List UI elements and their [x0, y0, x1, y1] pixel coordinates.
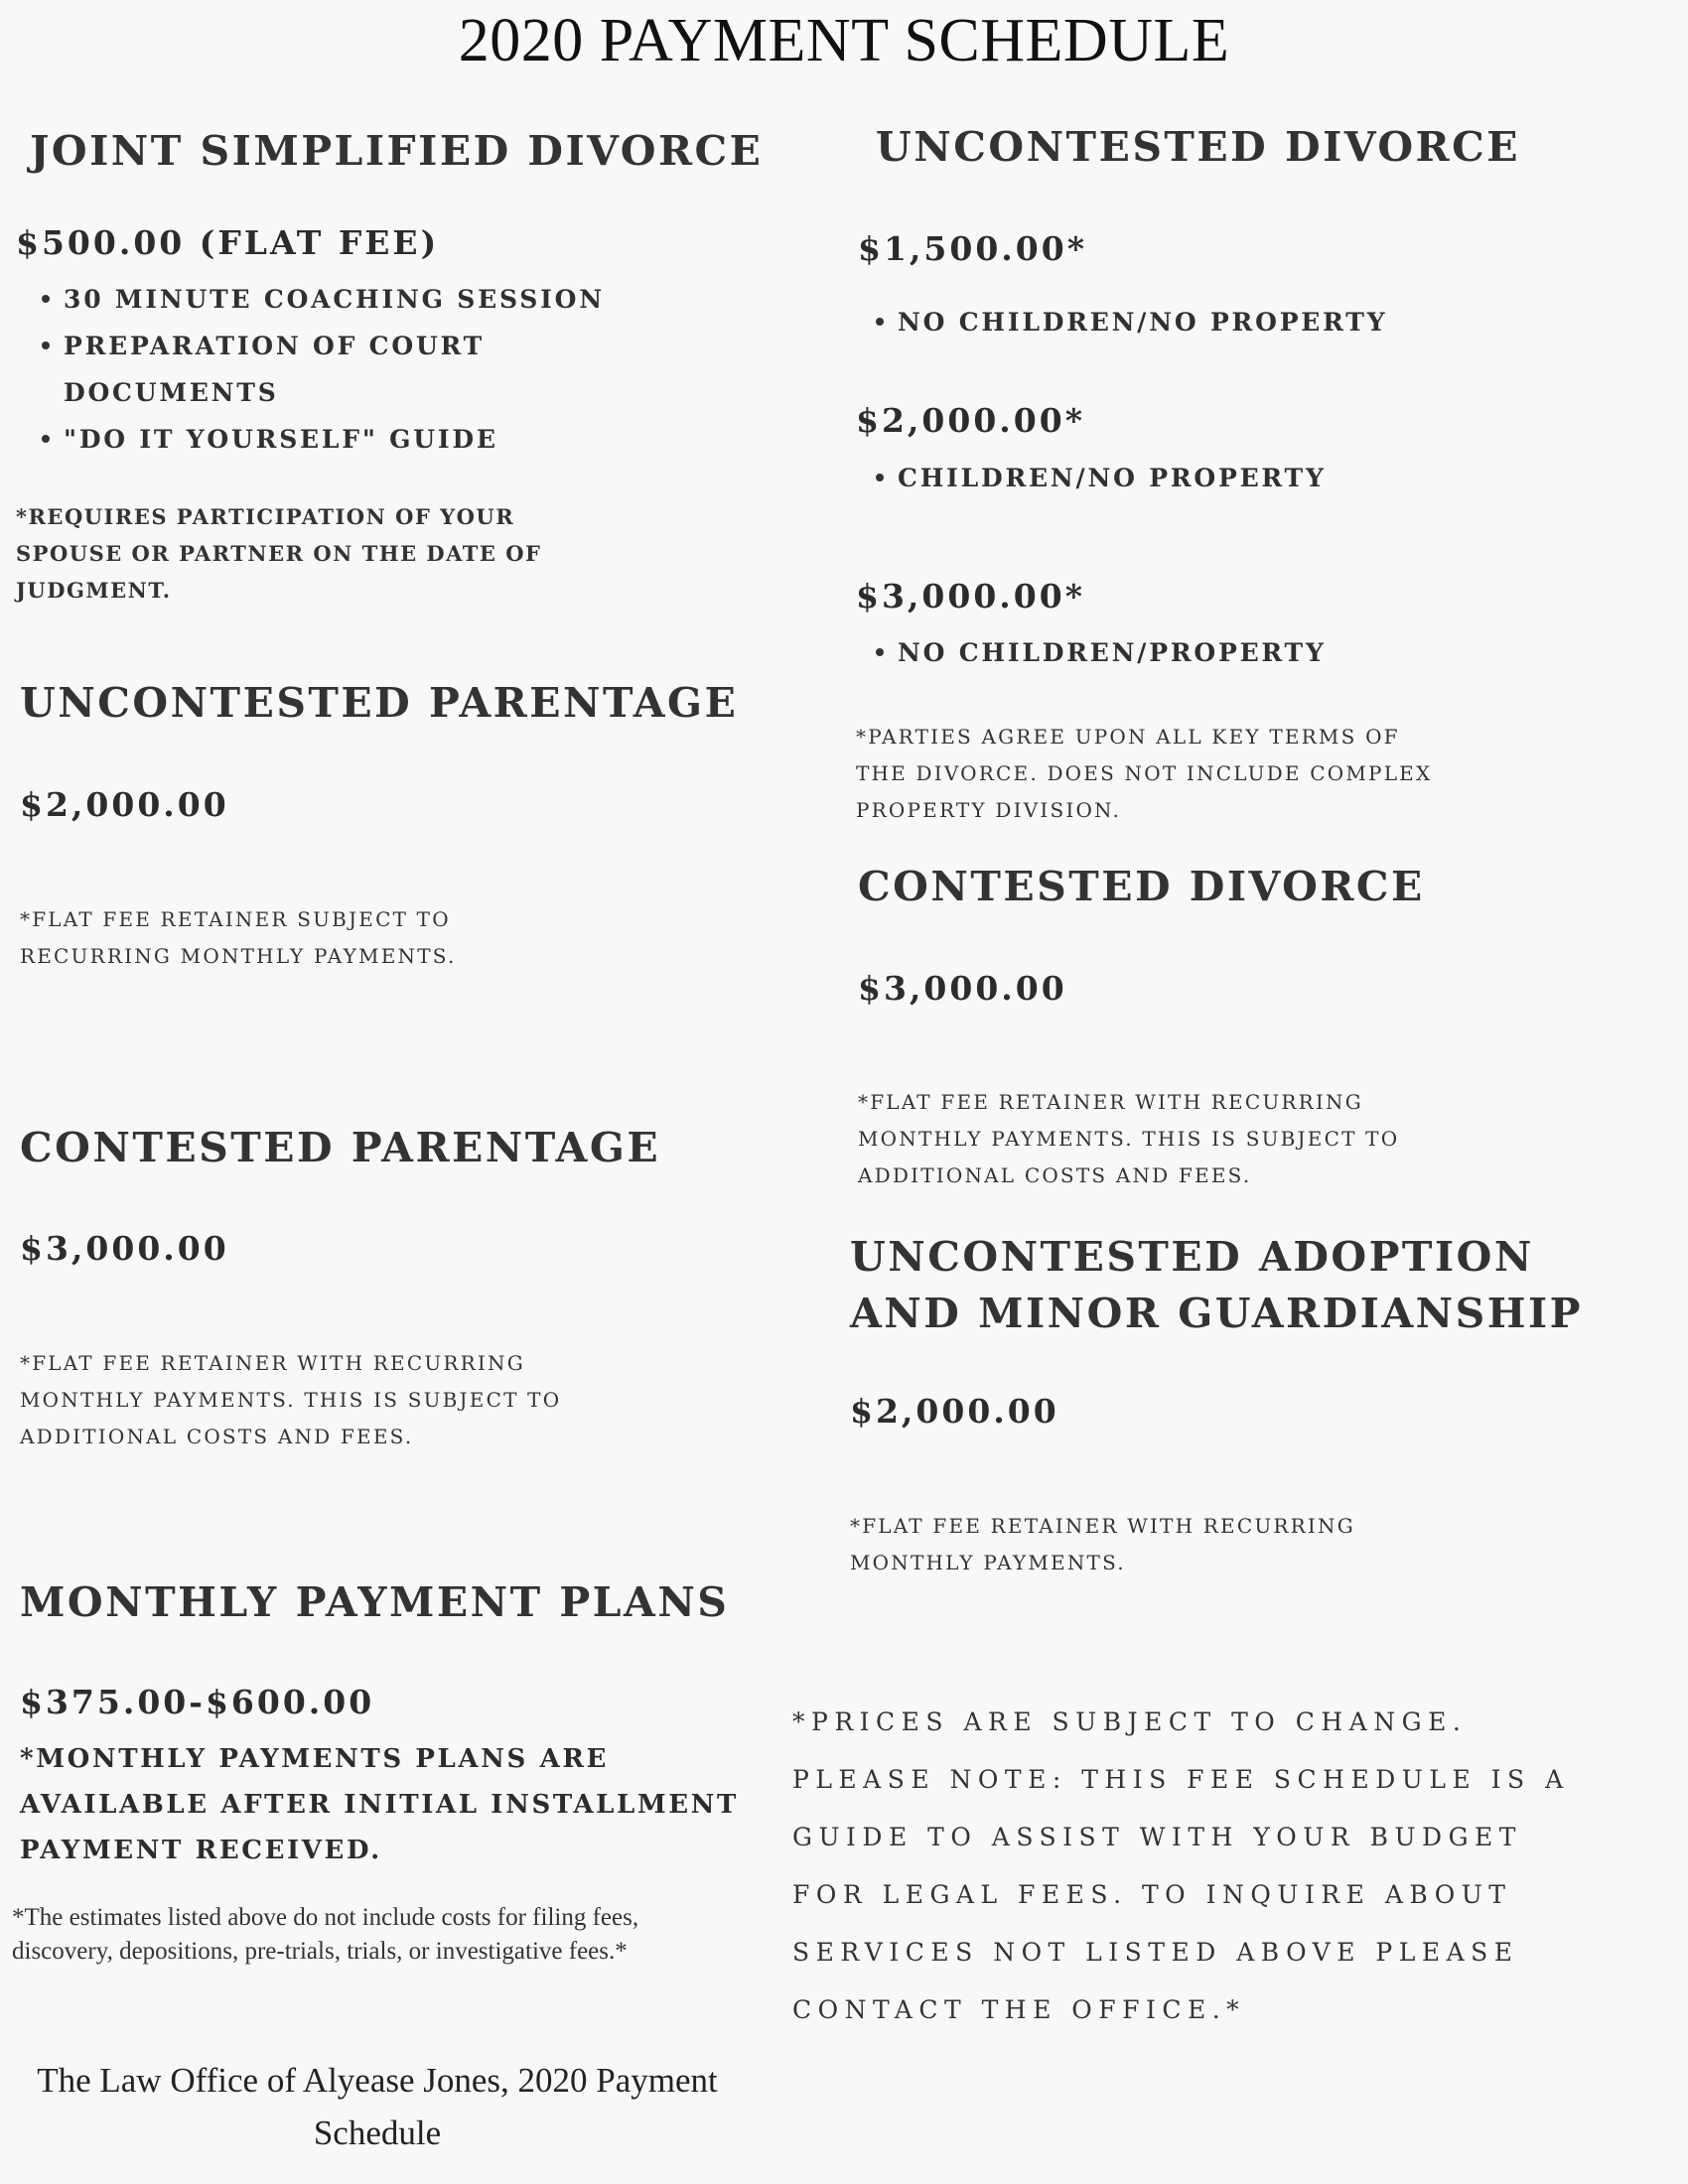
- uncontested-divorce-price-2: $2,000.00*: [856, 401, 1085, 440]
- adoption-note: *FLAT FEE RETAINER WITH RECURRING MONTHLY PAYMENTS.: [850, 1514, 1355, 1574]
- footer-firm-name: The Law Office of Alyease Jones, 2020 Payment Schedule: [37, 2061, 718, 2152]
- uncontested-divorce-price-1: $1,500.00*: [858, 229, 1087, 268]
- uncontested-divorce-bullet-2: CHILDREN/NO PROPERTY: [876, 464, 1327, 492]
- disclaimer: *PRICES ARE SUBJECT TO CHANGE. PLEASE NOTE: THIS FEE SCHEDULE IS A GUIDE TO ASSIST WITH YOUR BUDGET FOR LEGAL FEES. TO INQUIRE ABOUT SERVICES NOT LISTED ABOVE PLEASE CONTACT THE OFFICE.*: [792, 1707, 1570, 2024]
- uncontested-divorce-bullet-1: NO CHILDREN/NO PROPERTY: [876, 308, 1387, 337]
- bullet-icon: [876, 474, 884, 481]
- contested-parentage-heading: CONTESTED PARENTAGE: [20, 1124, 661, 1171]
- joint-simplified-divorce-heading: JOINT SIMPLIFIED DIVORCE: [30, 127, 764, 175]
- adoption-guardianship-heading: UNCONTESTED ADOPTION AND MINOR GUARDIANSHIP: [850, 1233, 1583, 1337]
- joint-bullet-2: PREPARATION OF COURT: [42, 332, 485, 360]
- joint-note: *REQUIRES PARTICIPATION OF YOUR SPOUSE OR PARTNER ON THE DATE OF JUDGMENT.: [16, 504, 542, 603]
- bullet-icon: [876, 648, 884, 656]
- monthly-note: *MONTHLY PAYMENTS PLANS ARE AVAILABLE AFTER INITIAL INSTALLMENT PAYMENT RECEIVED.: [20, 1744, 739, 1865]
- uncontested-parentage-heading: UNCONTESTED PARENTAGE: [20, 679, 739, 727]
- contested-divorce-heading: CONTESTED DIVORCE: [858, 863, 1425, 910]
- monthly-price: $375.00-$600.00: [20, 1683, 375, 1721]
- estimates-note: *The estimates listed above do not include costs for filing fees, discovery, depositions, pre-trials, trials, or investigative fees.*: [12, 1904, 639, 1965]
- uncontested-divorce-heading: UNCONTESTED DIVORCE: [876, 123, 1521, 171]
- contested-parentage-note: *FLAT FEE RETAINER WITH RECURRING MONTHLY PAYMENTS. THIS IS SUBJECT TO ADDITIONAL COSTS AND FEES.: [20, 1351, 562, 1448]
- uncontested-divorce-bullet-3: NO CHILDREN/PROPERTY: [876, 638, 1327, 667]
- uncontested-parentage-price: $2,000.00: [20, 785, 229, 824]
- uncontested-divorce-note: *PARTIES AGREE UPON ALL KEY TERMS OF THE DIVORCE. DOES NOT INCLUDE COMPLEX PROPERTY DIVISION.: [856, 725, 1433, 822]
- page-title: 2020 PAYMENT SCHEDULE: [458, 7, 1230, 74]
- bullet-icon: [42, 295, 50, 303]
- contested-parentage-price: $3,000.00: [20, 1229, 229, 1268]
- joint-bullet-2-continued: DOCUMENTS: [64, 378, 279, 407]
- joint-price: $500.00 (FLAT FEE): [16, 223, 440, 262]
- bullet-icon: [42, 341, 50, 349]
- joint-bullet-3: "DO IT YOURSELF" GUIDE: [42, 425, 498, 454]
- joint-bullet-1: 30 MINUTE COACHING SESSION: [42, 285, 605, 314]
- adoption-price: $2,000.00: [850, 1392, 1059, 1431]
- uncontested-parentage-note: *FLAT FEE RETAINER SUBJECT TO RECURRING MONTHLY PAYMENTS.: [20, 907, 457, 968]
- bullet-icon: [876, 318, 884, 326]
- contested-divorce-price: $3,000.00: [858, 969, 1067, 1008]
- bullet-icon: [42, 435, 50, 443]
- uncontested-divorce-price-3: $3,000.00*: [856, 577, 1085, 615]
- contested-divorce-note: *FLAT FEE RETAINER WITH RECURRING MONTHLY PAYMENTS. THIS IS SUBJECT TO ADDITIONAL COSTS AND FEES.: [858, 1090, 1400, 1187]
- monthly-payment-plans-heading: MONTHLY PAYMENT PLANS: [20, 1578, 730, 1626]
